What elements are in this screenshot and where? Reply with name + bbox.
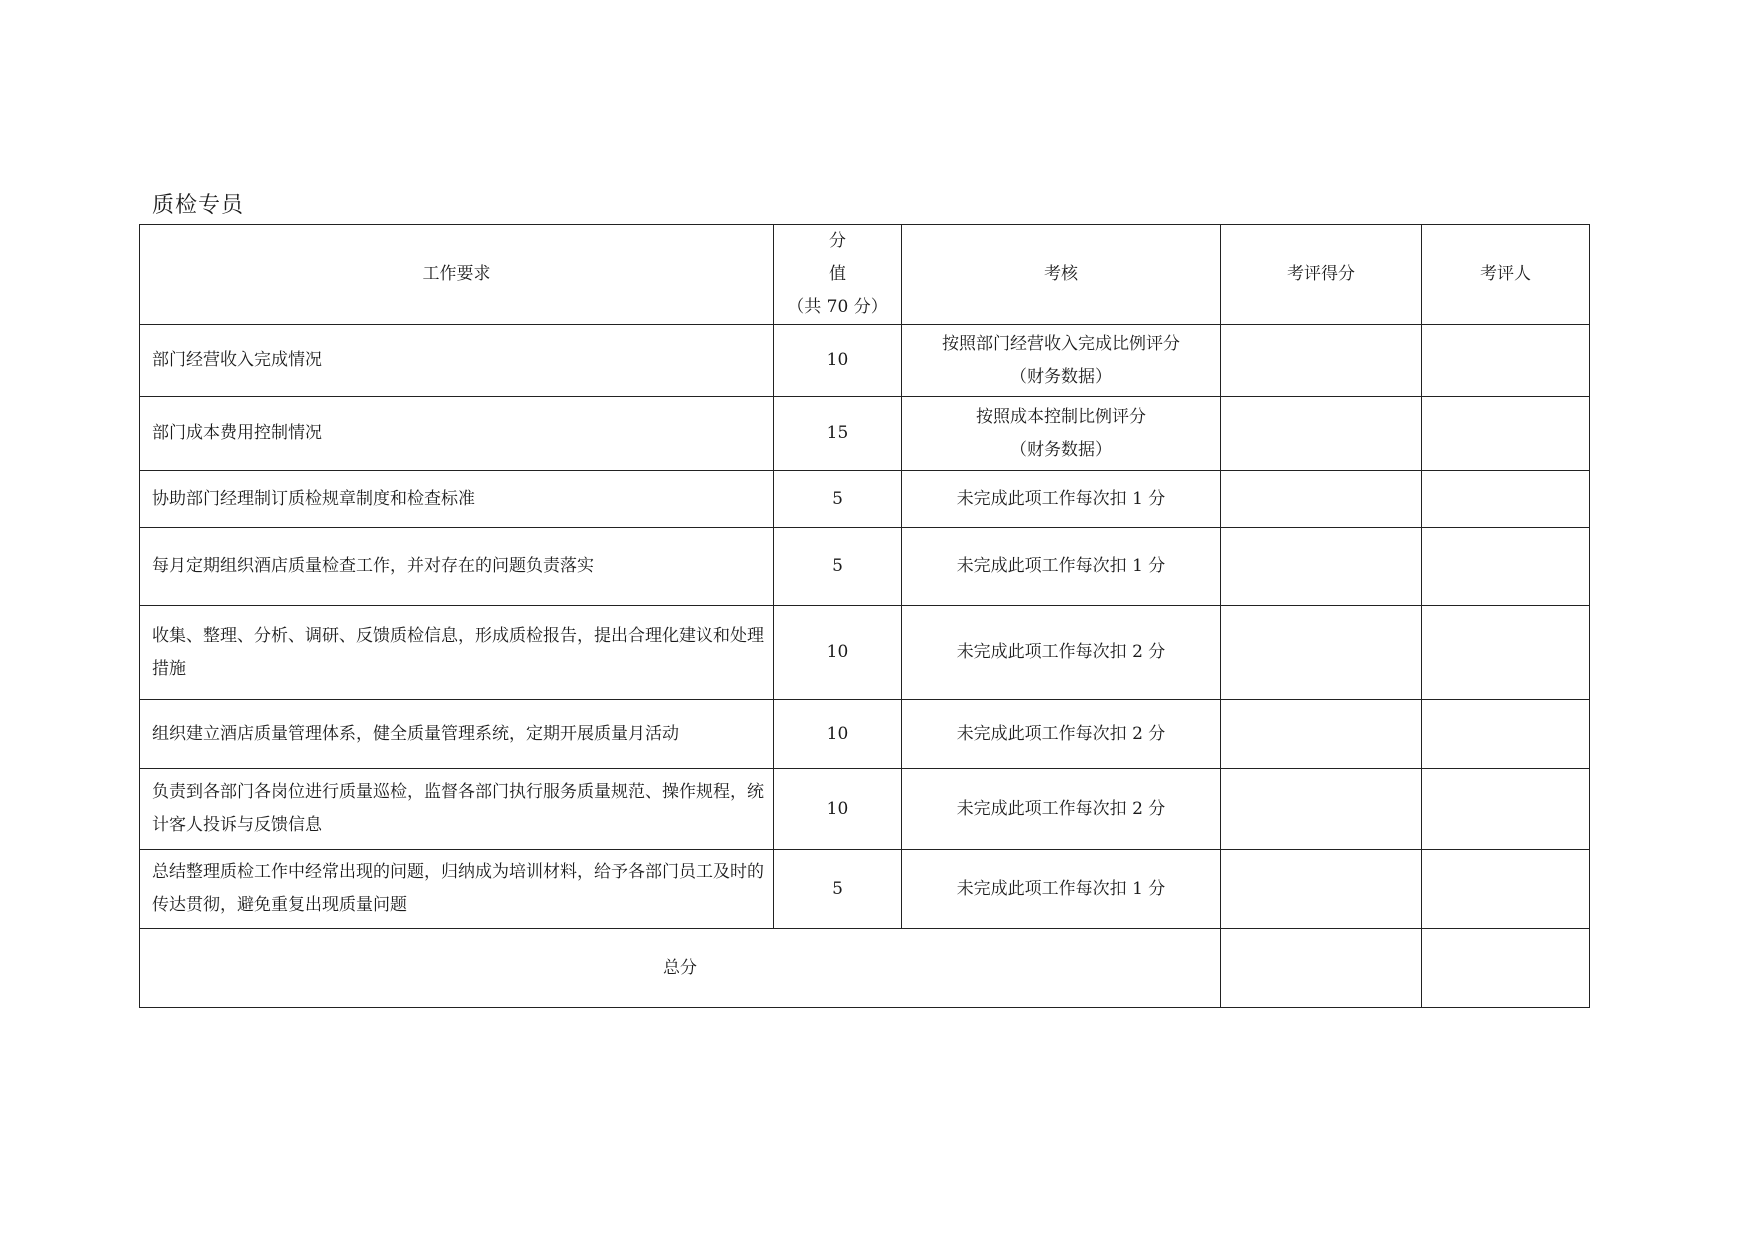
rater-cell[interactable] — [1422, 397, 1590, 471]
assessment-cell — [902, 397, 1221, 471]
assessment-cell: 未完成此项工作每次扣 2 分 — [902, 700, 1221, 769]
score-cell: 10 — [774, 606, 902, 700]
score-cell: 10 — [774, 700, 902, 769]
rating-cell[interactable] — [1221, 769, 1422, 850]
requirement-cell: 部门经营收入完成情况 — [140, 325, 774, 397]
requirement-cell: 协助部门经理制订质检规章制度和检查标准 — [140, 471, 774, 528]
rater-cell[interactable] — [1422, 325, 1590, 397]
rater-cell[interactable] — [1422, 606, 1590, 700]
rating-cell[interactable] — [1221, 471, 1422, 528]
rating-cell[interactable] — [1221, 850, 1422, 929]
rater-cell[interactable] — [1422, 700, 1590, 769]
assessment-text: 按照部门经营收入完成比例评分 — [942, 333, 1180, 354]
score-cell: 10 — [774, 769, 902, 850]
score-cell: 10 — [774, 325, 902, 397]
assessment-note: （财务数据） — [1010, 366, 1112, 387]
page-title: 质检专员 — [152, 193, 245, 218]
table-row — [140, 325, 1590, 397]
header-score-total: （共 70 分） — [787, 297, 888, 317]
header-rating: 考评得分 — [1221, 225, 1422, 325]
header-score — [774, 225, 902, 325]
table-row — [140, 528, 1590, 606]
table-row — [140, 471, 1590, 528]
table-row — [140, 606, 1590, 700]
assessment-text: 按照成本控制比例评分 — [976, 406, 1146, 427]
table-row — [140, 397, 1590, 471]
total-rating-cell[interactable] — [1221, 929, 1422, 1008]
assessment-cell: 未完成此项工作每次扣 1 分 — [902, 528, 1221, 606]
assessment-note: （财务数据） — [1010, 439, 1112, 460]
assessment-cell: 未完成此项工作每次扣 1 分 — [902, 850, 1221, 929]
table-row — [140, 769, 1590, 850]
rater-cell[interactable] — [1422, 471, 1590, 528]
requirement-cell: 收集、整理、分析、调研、反馈质检信息，形成质检报告，提出合理化建议和处理措施 — [140, 606, 774, 700]
assessment-cell: 未完成此项工作每次扣 2 分 — [902, 769, 1221, 850]
header-requirement: 工作要求 — [140, 225, 774, 325]
rating-cell[interactable] — [1221, 606, 1422, 700]
requirement-cell: 每月定期组织酒店质量检查工作，并对存在的问题负责落实 — [140, 528, 774, 606]
total-rater-cell[interactable] — [1422, 929, 1590, 1008]
rater-cell[interactable] — [1422, 528, 1590, 606]
score-cell: 5 — [774, 850, 902, 929]
header-rater: 考评人 — [1422, 225, 1590, 325]
requirement-cell: 组织建立酒店质量管理体系，健全质量管理系统，定期开展质量月活动 — [140, 700, 774, 769]
header-assessment: 考核 — [902, 225, 1221, 325]
total-row — [140, 929, 1590, 1008]
table-header-row — [140, 225, 1590, 325]
rater-cell[interactable] — [1422, 850, 1590, 929]
total-label: 总分 — [140, 929, 1221, 1008]
assessment-cell: 未完成此项工作每次扣 2 分 — [902, 606, 1221, 700]
score-cell: 15 — [774, 397, 902, 471]
score-cell: 5 — [774, 471, 902, 528]
requirement-cell: 总结整理质检工作中经常出现的问题，归纳成为培训材料，给予各部门员工及时的传达贯彻，避免重复出现质量问题 — [140, 850, 774, 929]
rater-cell[interactable] — [1422, 769, 1590, 850]
table-row — [140, 850, 1590, 929]
rating-cell[interactable] — [1221, 528, 1422, 606]
table-row — [140, 700, 1590, 769]
rating-cell[interactable] — [1221, 700, 1422, 769]
score-cell: 5 — [774, 528, 902, 606]
rating-cell[interactable] — [1221, 397, 1422, 471]
assessment-cell — [902, 325, 1221, 397]
rating-cell[interactable] — [1221, 325, 1422, 397]
evaluation-table — [139, 224, 1590, 1008]
requirement-cell: 负责到各部门各岗位进行质量巡检，监督各部门执行服务质量规范、操作规程，统计客人投诉与反馈信息 — [140, 769, 774, 850]
header-score-label: 分 值 — [829, 231, 868, 284]
assessment-cell: 未完成此项工作每次扣 1 分 — [902, 471, 1221, 528]
requirement-cell: 部门成本费用控制情况 — [140, 397, 774, 471]
